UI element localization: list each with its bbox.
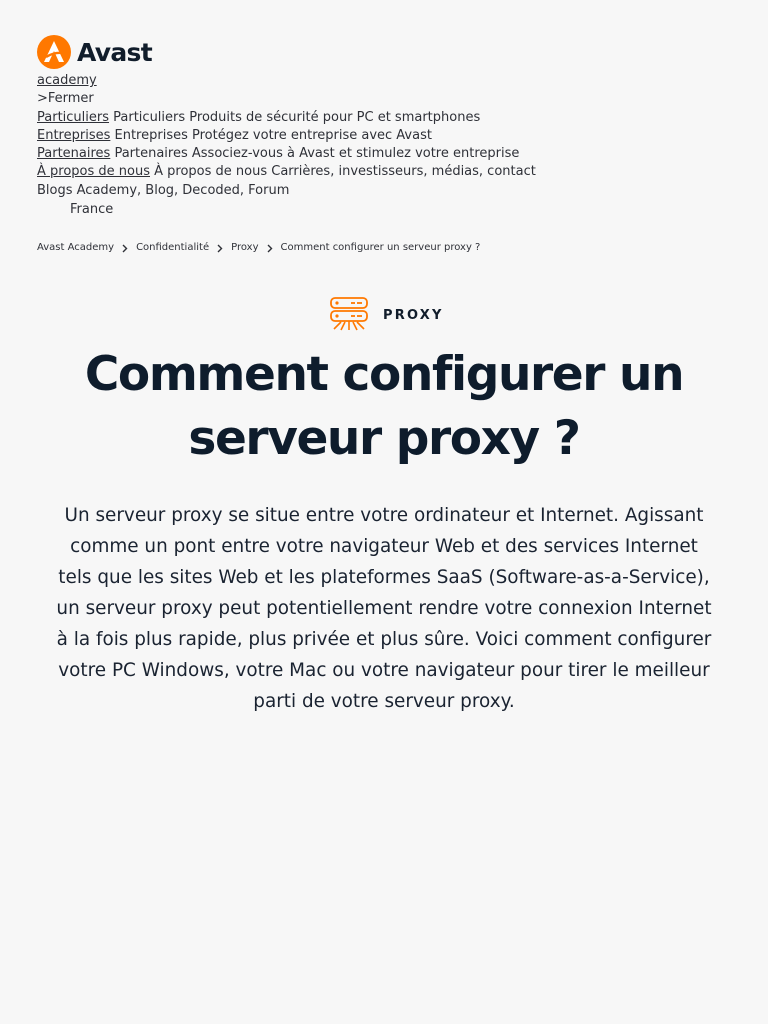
menu-link-a-propos[interactable]: À propos de nous [37,164,150,180]
menu-link-entreprises[interactable]: Entreprises [37,127,111,143]
chevron-right-icon [122,244,128,253]
category-tag [329,297,444,333]
breadcrumb-proxy[interactable]: Proxy [231,242,259,253]
menu-item-entreprises [37,127,536,145]
chevron-right-icon [267,244,273,253]
menu-item-partenaires [37,145,536,163]
menu-item-blogs[interactable]: Blogs Academy, Blog, Decoded, Forum [37,182,290,198]
menu-item-entreprises-text: Entreprises Protégez votre entreprise avec Avast [110,127,432,143]
logo-text: Avast [77,37,152,67]
breadcrumb [37,242,480,254]
breadcrumb-avast-academy[interactable]: Avast Academy [37,242,115,253]
main-menu [37,72,536,219]
academy-link[interactable]: academy [37,73,97,88]
chevron-right-icon [217,244,223,253]
menu-link-particuliers[interactable]: Particuliers [37,109,110,125]
server-proxy-icon [329,297,369,333]
page-title: Comment configurer un serveur proxy ? [84,347,684,466]
menu-link-partenaires[interactable]: Partenaires [37,146,111,162]
category-label[interactable]: PROXY [383,307,444,323]
close-menu-button[interactable]: >Fermer [37,91,94,107]
menu-item-particuliers-text: Particuliers Produits de sécurité pour PC et smartphones [109,109,481,125]
menu-item-partenaires-text: Partenaires Associez-vous à Avast et stimulez votre entreprise [110,146,520,162]
breadcrumb-confidentialite[interactable]: Confidentialité [136,242,210,253]
menu-item-particuliers [37,109,536,127]
article-intro: Un serveur proxy se situe entre votre ordinateur et Internet. Agissant comme un pont entre votre navigateur Web et des services Internet tels que les sites Web et les plateformes SaaS (Software-as-a-Service), un serveur proxy peut potentiellement rendre votre connexion Internet à la fois plus rapide, plus privée et plus sûre. Voici comment configurer votre PC Windows, votre Mac ou votre navigateur pour tirer le meilleur parti de votre serveur proxy. [56,505,712,712]
menu-item-a-propos [37,163,536,181]
academy-line [37,72,536,90]
menu-item-a-propos-text: À propos de nous Carrières, investisseurs, médias, contact [150,164,536,180]
breadcrumb-current: Comment configurer un serveur proxy ? [280,242,481,253]
avast-logo-icon [37,35,71,69]
country-selector[interactable]: France [70,202,114,218]
avast-logo[interactable] [37,35,152,69]
